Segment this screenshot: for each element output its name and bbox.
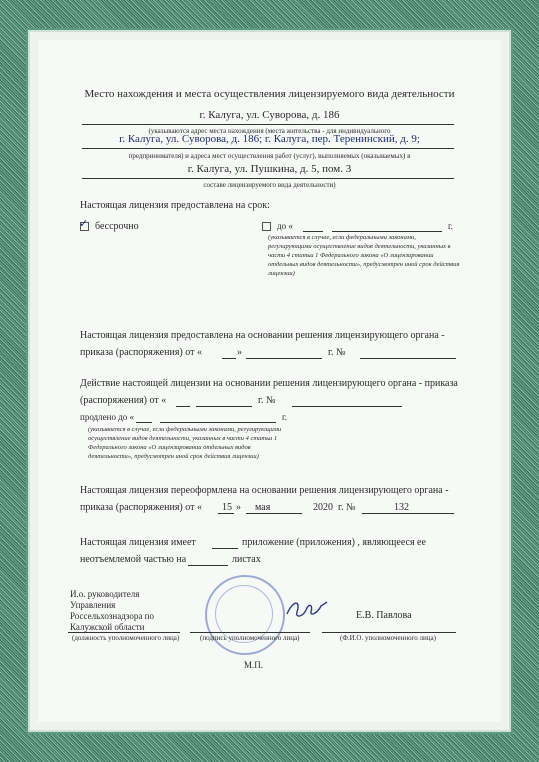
location-title: Место нахождения и места осуществления лицензируемого вида деятельности — [84, 88, 455, 100]
address-note-bottom: составе лицензируемого вида деятельности) — [203, 181, 336, 189]
extension-line-3-prefix: продлено до « — [80, 412, 135, 422]
seal-label: М.П. — [244, 660, 264, 670]
address-note-mid: предпринимателя) и адреса мест осуществления работ (услуг), выполняемых (оказываемых) в — [128, 152, 411, 160]
unchecked-box-icon — [262, 222, 271, 231]
underline — [362, 513, 454, 514]
basis-year-no: г. № — [328, 347, 346, 358]
signature-mark — [283, 596, 333, 624]
until-option — [262, 221, 293, 231]
reissue-month: мая — [255, 502, 271, 513]
caption-name: (Ф.И.О. уполномоченного лица) — [340, 634, 436, 642]
underline — [322, 632, 456, 633]
underline — [332, 231, 442, 232]
underline — [68, 632, 180, 633]
appendix-line-2: неотъемлемой частью на — [80, 554, 187, 565]
checked-box-icon: ✓ — [79, 218, 89, 231]
basis-quote: » — [237, 347, 242, 358]
term-title: Настоящая лицензия предоставлена на срок: — [80, 200, 270, 211]
underline — [82, 178, 454, 179]
position-line-2: Управления — [70, 600, 116, 610]
underline — [188, 565, 228, 566]
reissue-year-no: г. № — [338, 502, 356, 513]
underline — [246, 513, 302, 514]
address-main: г. Калуга, ул. Суворова, д. 186 — [199, 109, 340, 121]
underline — [246, 358, 322, 359]
address-note-top: (указываются адрес места нахождения (места жительства - для индивидуального — [148, 127, 391, 135]
basis-line-2-prefix: приказа (распоряжения) от « — [80, 347, 202, 358]
extension-line-2-prefix: (распоряжения) от « — [80, 395, 167, 406]
underline — [136, 422, 152, 423]
reissue-day: 15 — [222, 502, 232, 513]
caption-sign: (подпись уполномоченного лица) — [200, 634, 300, 642]
appendix-line-1b: приложение (приложения) , являющееся ее — [242, 537, 426, 548]
extension-year-no: г. № — [258, 395, 276, 406]
address-line-2: г. Калуга, ул. Суворова, д. 186; г. Калуга, пер. Теренинский, д. 9; — [119, 133, 420, 145]
underline — [218, 513, 234, 514]
underline — [303, 231, 323, 232]
term-note: (указывается в случае, если федеральными законами, регулирующими осуществление видов деятельности, указанных в части 4 статьи 1 Федерального закона «О лицензировании отдельных видов деятельности», предусмотрен иной срок действия лицензии) — [268, 234, 460, 277]
underline — [212, 548, 238, 549]
signer-name: Е.В. Павлова — [356, 610, 412, 621]
unlimited-label: бессрочно — [95, 221, 139, 232]
basis-line-1: Настоящая лицензия предоставлена на основании решения лицензирующего органа - — [80, 330, 445, 341]
extension-note: (указывается в случае, если федеральными законами, регулирующими осуществление видов деятельности, указанных в части 4 статьи 1 Федерального закона «О лицензировании отдельных видов деятельности», предусмотрен иной срок действия лицензии) — [88, 426, 282, 460]
until-prefix: до « — [277, 221, 293, 231]
reissue-year: 2020 — [313, 502, 333, 513]
position-line-3: Россельхознадзора по — [70, 611, 154, 621]
seal-stamp — [205, 575, 285, 655]
extension-line-3-suffix: г. — [282, 412, 287, 422]
appendix-line-1: Настоящая лицензия имеет — [80, 537, 196, 548]
until-suffix: г. — [448, 221, 453, 231]
underline — [160, 422, 276, 423]
underline — [82, 148, 454, 149]
address-line-3: г. Калуга, ул. Пушкина, д. 5, пом. 3 — [187, 163, 352, 175]
position-line-1: И.о. руководителя — [70, 589, 140, 599]
quote-close: » — [236, 502, 241, 513]
reissue-number: 132 — [394, 502, 409, 513]
underline — [292, 406, 402, 407]
underline — [176, 406, 190, 407]
underline — [222, 358, 236, 359]
appendix-line-2b: листах — [232, 554, 261, 565]
position-line-4: Калужской области — [70, 622, 145, 632]
underline — [190, 632, 310, 633]
reissue-line-1: Настоящая лицензия переоформлена на основании решения лицензирующего органа - — [80, 485, 449, 496]
underline — [360, 358, 456, 359]
reissue-line-2-prefix: приказа (распоряжения) от « — [80, 502, 202, 513]
unlimited-option — [79, 218, 139, 232]
extension-line-1: Действие настоящей лицензии на основании решения лицензирующего органа - приказа — [80, 378, 458, 389]
underline — [82, 124, 454, 125]
underline — [196, 406, 252, 407]
caption-position: (должность уполномоченного лица) — [72, 634, 180, 642]
